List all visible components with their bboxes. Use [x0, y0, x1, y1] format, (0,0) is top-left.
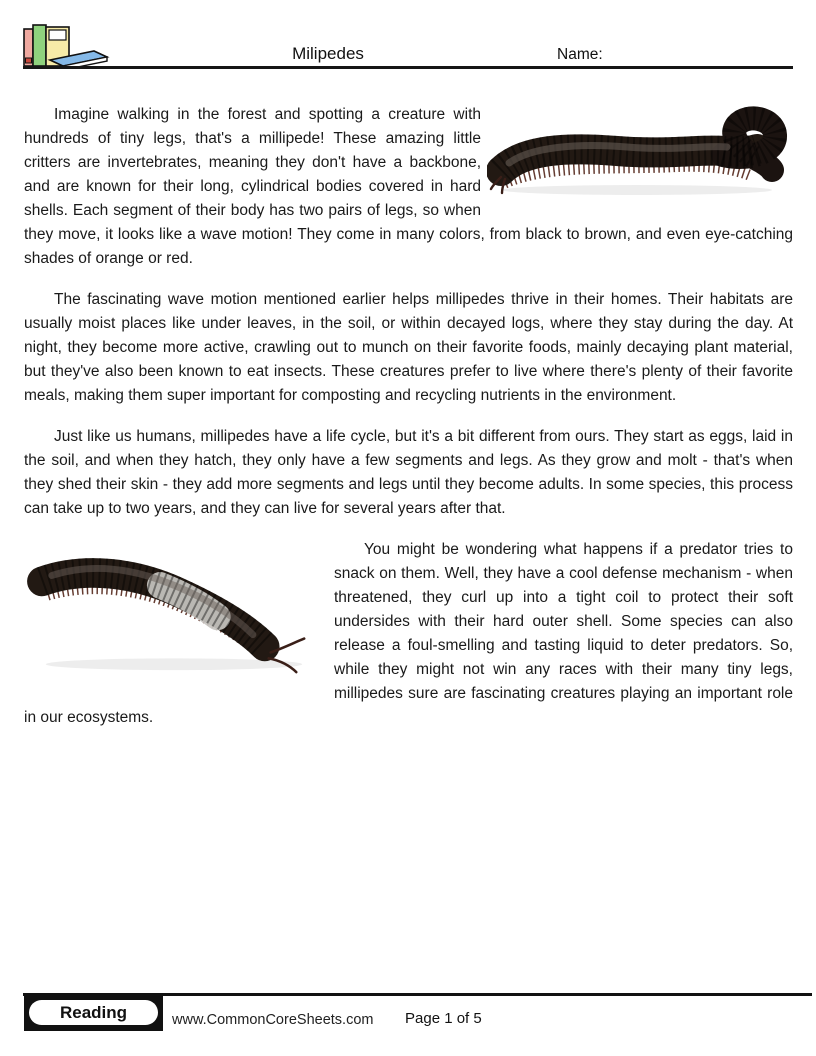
millipede-photo-bottom	[24, 540, 328, 682]
paragraph-2	[24, 288, 793, 408]
header-rule	[23, 66, 793, 69]
paragraph-1-text: Imagine walking in the forest and spotting a creature with hundreds of tiny legs, that's a millipede! These amazing little critters are invertebrates, meaning they don't have a backbone, and are known for their long, cylindrical bodies covered in hard shells. Each segment of their body has two pairs of legs, so when they move, it looks like a wave motion! They come in many colors, from black to brown, and even eye-catching shades of orange or red.	[24, 106, 793, 267]
subject-tab	[24, 993, 163, 1031]
name-label: Name:	[557, 46, 603, 63]
article-body	[24, 103, 793, 747]
page-indicator: Page 1 of 5	[405, 1010, 482, 1027]
page-title: Milipedes	[292, 44, 364, 63]
paragraph-3-text: Just like us humans, millipedes have a life cycle, but it's a bit different from ours. They start as eggs, laid in the soil, and when they hatch, they only have a few segments and legs. As they grow and molt - that's when they shed their skin - they add more segments and legs until they become adults. In some species, this process can take up to two years, and they can live for several years after that.	[24, 428, 793, 517]
website-text: www.CommonCoreSheets.com	[172, 1012, 374, 1028]
subject-badge: Reading	[29, 1000, 158, 1025]
millipede-photo-top	[487, 103, 793, 199]
paragraph-3	[24, 425, 793, 521]
books-logo-icon	[22, 18, 110, 68]
paragraph-4	[24, 538, 793, 730]
paragraph-2-text: The fascinating wave motion mentioned earlier helps millipedes thrive in their homes. Their habitats are usually moist places like under leaves, in the soil, or within decayed logs, where they stay during the day. At night, they become more active, crawling out to munch on their favorite foods, mainly decaying plant material, but they've also been known to eat insects. These creatures prefer to live where there's plenty of their favorite meals, making them super important for composting and recycling nutrients in the environment.	[24, 291, 793, 404]
paragraph-1	[24, 103, 793, 271]
paragraph-4-text: You might be wondering what happens if a predator tries to snack on them. Well, they have a cool defense mechanism - when threatened, they curl up into a tight coil to protect their soft undersides with their hard outer shell. Some species can also release a foul-smelling and tasting liquid to deter predators. So, while they might not win any races with their many tiny legs, millipedes sure are fascinating creatures playing an important role in our ecosystems.	[24, 541, 793, 726]
